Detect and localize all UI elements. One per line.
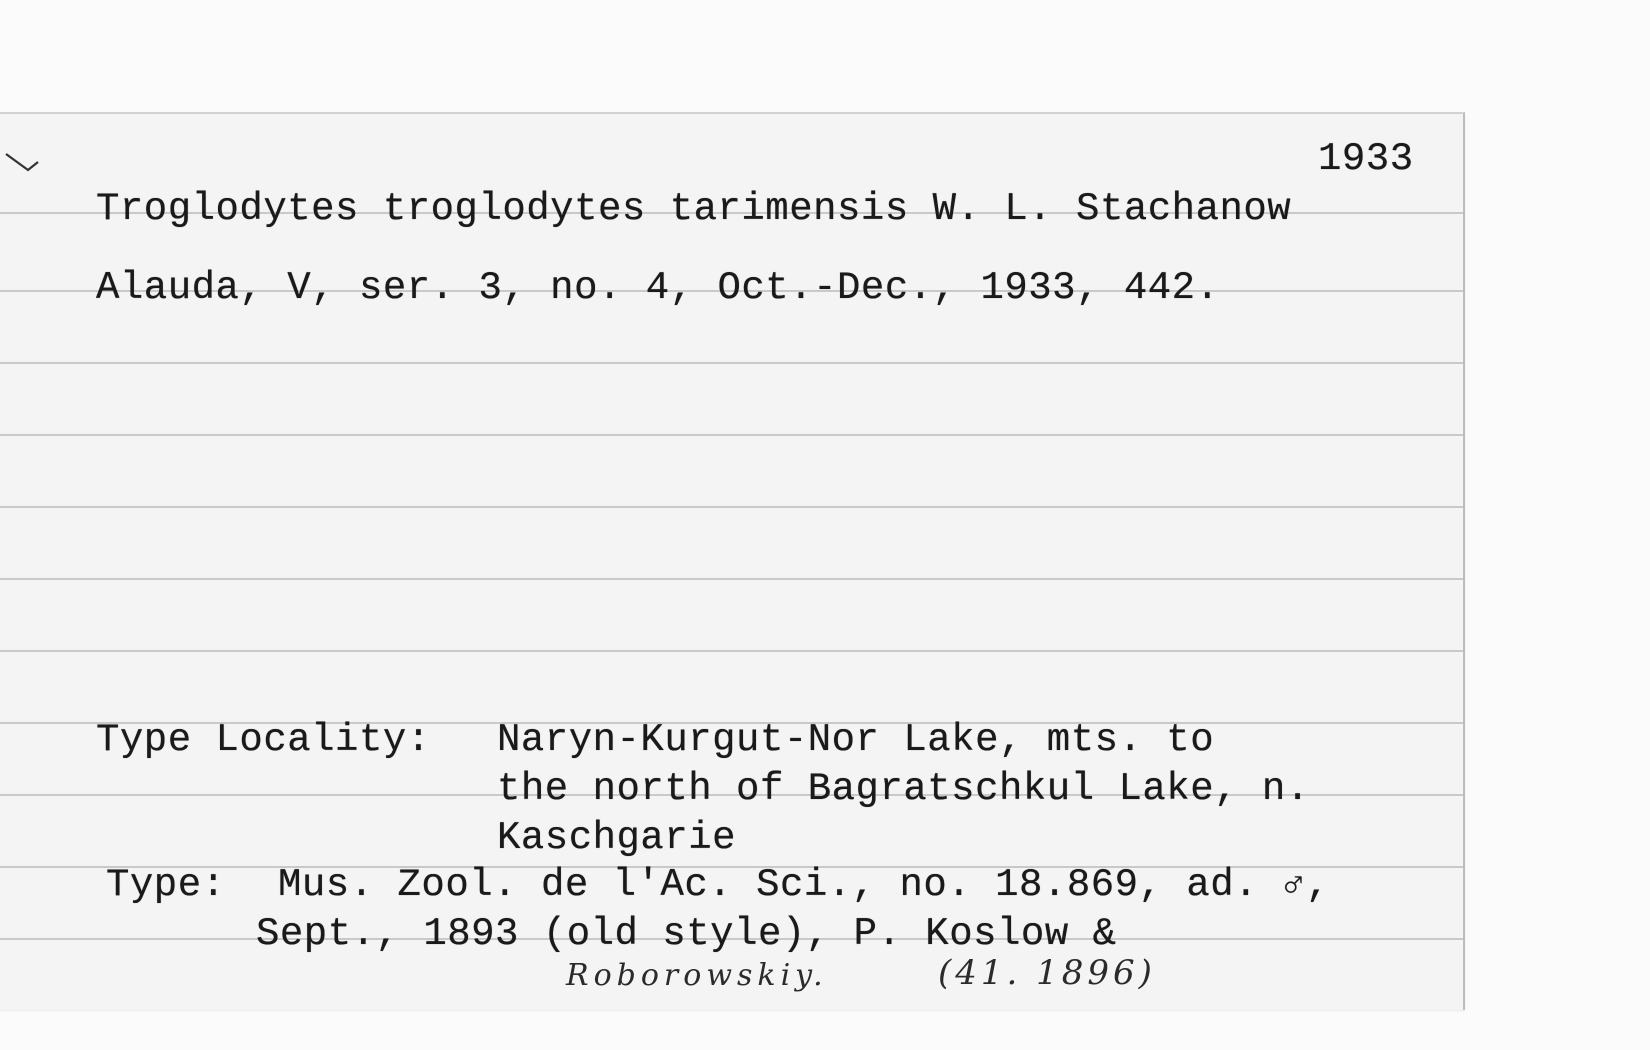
type-locality-line: Naryn-Kurgut-Nor Lake, mts. to (497, 718, 1215, 762)
type-locality-line: Kaschgarie (497, 816, 737, 860)
card-year: 1933 (1318, 137, 1414, 181)
citation: Alauda, V, ser. 3, no. 4, Oct.-Dec., 1933, 442. (96, 266, 1220, 310)
rule-line (0, 434, 1463, 436)
handwritten-note: (41. 1896) (938, 953, 1156, 993)
type-specimen-line: Mus. Zool. de l'Ac. Sci., no. 18.869, ad. ♂, (278, 863, 1330, 907)
type-locality-line: the north of Bagratschkul Lake, n. (497, 767, 1310, 811)
type-locality-label: Type Locality: (96, 718, 431, 762)
rule-line (0, 506, 1463, 508)
rule-line (0, 650, 1463, 652)
handwritten-collector: Roborowskiy. (566, 958, 828, 993)
check-mark-icon (4, 150, 44, 186)
rule-line (0, 578, 1463, 580)
rule-line (0, 362, 1463, 364)
type-label: Type: (106, 863, 226, 907)
taxon-name: Troglodytes troglodytes tarimensis W. L. Stachanow (96, 187, 1292, 231)
type-specimen-line: Sept., 1893 (old style), P. Koslow & (256, 912, 1117, 956)
